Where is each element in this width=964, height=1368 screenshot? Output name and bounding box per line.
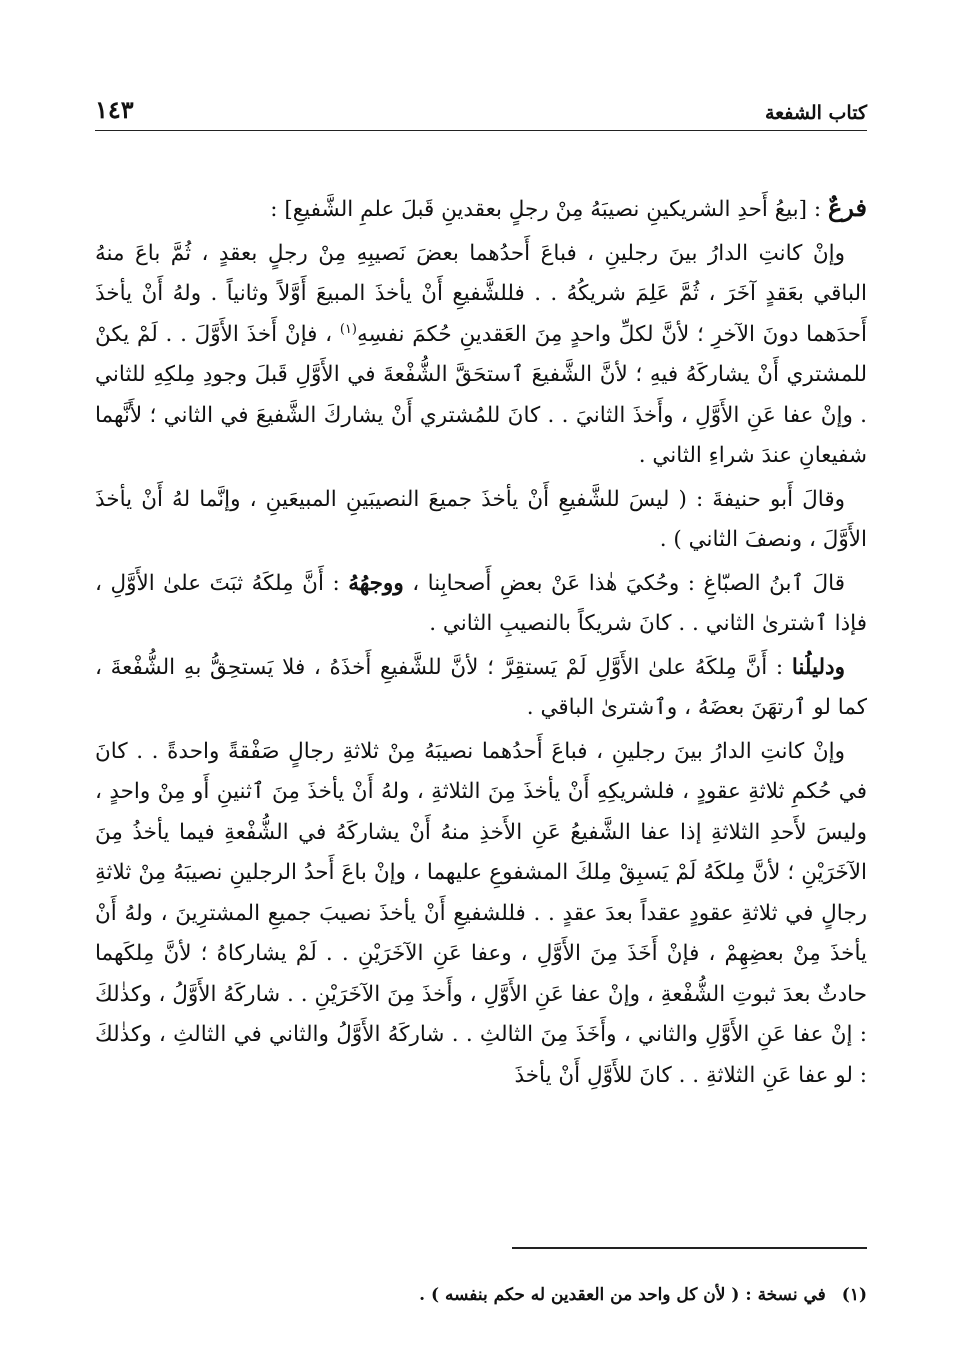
footnote-divider	[512, 1247, 867, 1249]
paragraph-3	[95, 564, 867, 645]
main-text	[95, 188, 867, 1099]
paragraph-4-keyword: ودليلُنا	[791, 654, 845, 680]
paragraph-3-text-a: قالَ ٱبنُ الصبّاغِ : وحُكيَ هٰذا عَنْ بعضِ أَصحابِنا ،	[403, 570, 845, 596]
paragraph-4	[95, 648, 867, 729]
page-header	[95, 88, 867, 131]
paragraph-2: وقالَ أَبو حنيفةَ : ( ليسَ للشَّفيعِ أَنْ يأخذَ جميعَ النصيبَينِ المبيعَينِ ، وإنَّما لهُ أَنْ يأخذَ الأَوَّلَ ، ونصفَ الثاني ) .	[95, 486, 867, 552]
paragraph-5: وإنْ كانتِ الدارُ بينَ رجلينِ ، فباعَ أَحدُهما نصيبَهُ مِنْ ثلاثةِ رجالٍ صَفْقةً واحدةً . . كانَ في حُكمِ ثلاثةِ عقودٍ ، فلشريكِهِ أَنْ يأخذَ مِنَ الثلاثةِ ، ولهُ أَنْ يأخذَ مِنَ ٱثنينِ أَو مِنْ واحدٍ ، وليسَ لأَحدِ الثلاثةِ إذا عفا الشَّفيعُ عَنِ الأَخذِ منهُ أَنْ يشاركَهُ في الشُّفْعةِ فيما يأخذُ مِنَ الآخَرَيْنِ ؛ لأنَّ مِلكَهُ لَمْ يَسبِقْ مِلكَ المشفوعِ عليهما ، وإنْ باعَ أَحدُ الرجلينِ نصيبَهُ مِنْ ثلاثةِ رجالٍ في ثلاثةِ عقودٍ عقداً بعدَ عقدٍ . . فللشفيعِ أَنْ يأخذَ نصيبَ جميعِ المشترِينَ ، ولهُ أَنْ يأخذَ مِنْ بعضِهِمْ ، فإنْ أَخَذَ مِنَ الأَوَّلِ ، وعفا عَنِ الآخَرَيْنِ . . لَمْ يشاركاهُ ؛ لأنَّ مِلكَهما حادثٌ بعدَ ثبوتِ الشُّفْعةِ ، وإنْ عفا عَنِ الأَوَّلِ ، وأَخذَ مِنَ الآخَرَيْنِ . . شاركَهُ الأَوَّلُ ، وكذٰلكَ : إنْ عفا عَنِ الأَوَّلِ والثاني ، وأَخَذَ مِنَ الثالثِ . . شاركَهُ الأَوَّلُ والثاني في الثالثِ ، وكذٰلكَ : لو عفا عَنِ الثلاثةِ . . كانَ للأَوَّلِ أَنْ يأخذَ	[95, 738, 867, 1088]
page-number: ١٤٣	[95, 95, 134, 124]
footnote	[95, 1285, 867, 1305]
paragraph-4-text: : أَنَّ مِلكَهُ علىٰ الأَوَّلِ لَمْ يَستقِرَّ ؛ لأنَّ للشَّفيعِ أَخذَهُ ، فلا يَستحِقُّ بهِ الشُّفْعةَ ، كما لو ٱرتهَنَ بعضَهُ ، وٱشترىٰ الباقي .	[95, 654, 867, 720]
footnote-marker: (١)	[339, 321, 357, 337]
footnote-number: (١)	[841, 1285, 867, 1305]
paragraph-3-text-b: : أَنَّ مِلكَهُ ثبَتَ علىٰ الأَوَّلِ ، فإذا ٱشترىٰ الثاني . . كانَ شريكاً بالنصيبِ الثاني .	[95, 570, 867, 636]
section-label: فرعٌ	[827, 193, 867, 222]
book-page	[95, 0, 867, 1368]
paragraph-1	[95, 234, 867, 477]
section-heading	[95, 188, 867, 231]
footnote-text: في نسخة : ( لأن كل واحد من العقدين له حكم بنفسه ) .	[419, 1285, 826, 1305]
paragraph-1-text-a: وإنْ كانتِ الدارُ بينَ رجلينِ ، فباعَ أَحدُهما بعضَ نَصيبِهِ مِنْ رجلٍ بعقدٍ ، ثُمَّ باعَ منهُ الباقي بعَقدٍ آخَرَ ، ثُمَّ عَلِمَ شريكُهُ . . فللشَّفيعِ أَنْ يأخذَ المبيعَ أَوَّلاً وثانياً . ولهُ أَنْ يأخذَ أَحدَهما دونَ الآخرِ ؛ لأنَّ لكلِّ واحدٍ مِنَ العَقدينِ حُكمَ نفسِهِ	[95, 240, 867, 347]
paragraph-3-keyword: ووجهُهُ	[348, 570, 404, 596]
paragraph-1-text-b: ، فإنْ أَخذَ الأَوَّلَ . . لَمْ يكنْ للمشتري أَنْ يشاركَهُ فيهِ ؛ لأنَّ الشَّفيعَ ٱستحَقَّ الشُّفْعةَ في الأَوَّلِ قَبلَ وجودِ مِلكِهِ للثاني . وإنْ عفا عَنِ الأَوَّلِ ، وأَخذَ الثانيَ . . كانَ للمُشتري أَنْ يشاركَ الشَّفيعَ في الثاني ؛ لأَنَّهما شفيعانِ عندَ شراءِ الثاني .	[95, 321, 867, 468]
section-title: : [بيعُ أَحدِ الشريكينِ نصيبَهُ مِنْ رجلٍ بعقدينِ قَبلَ علمِ الشَّفيعِ] :	[270, 197, 828, 222]
running-title: كتاب الشفعة	[764, 102, 867, 124]
